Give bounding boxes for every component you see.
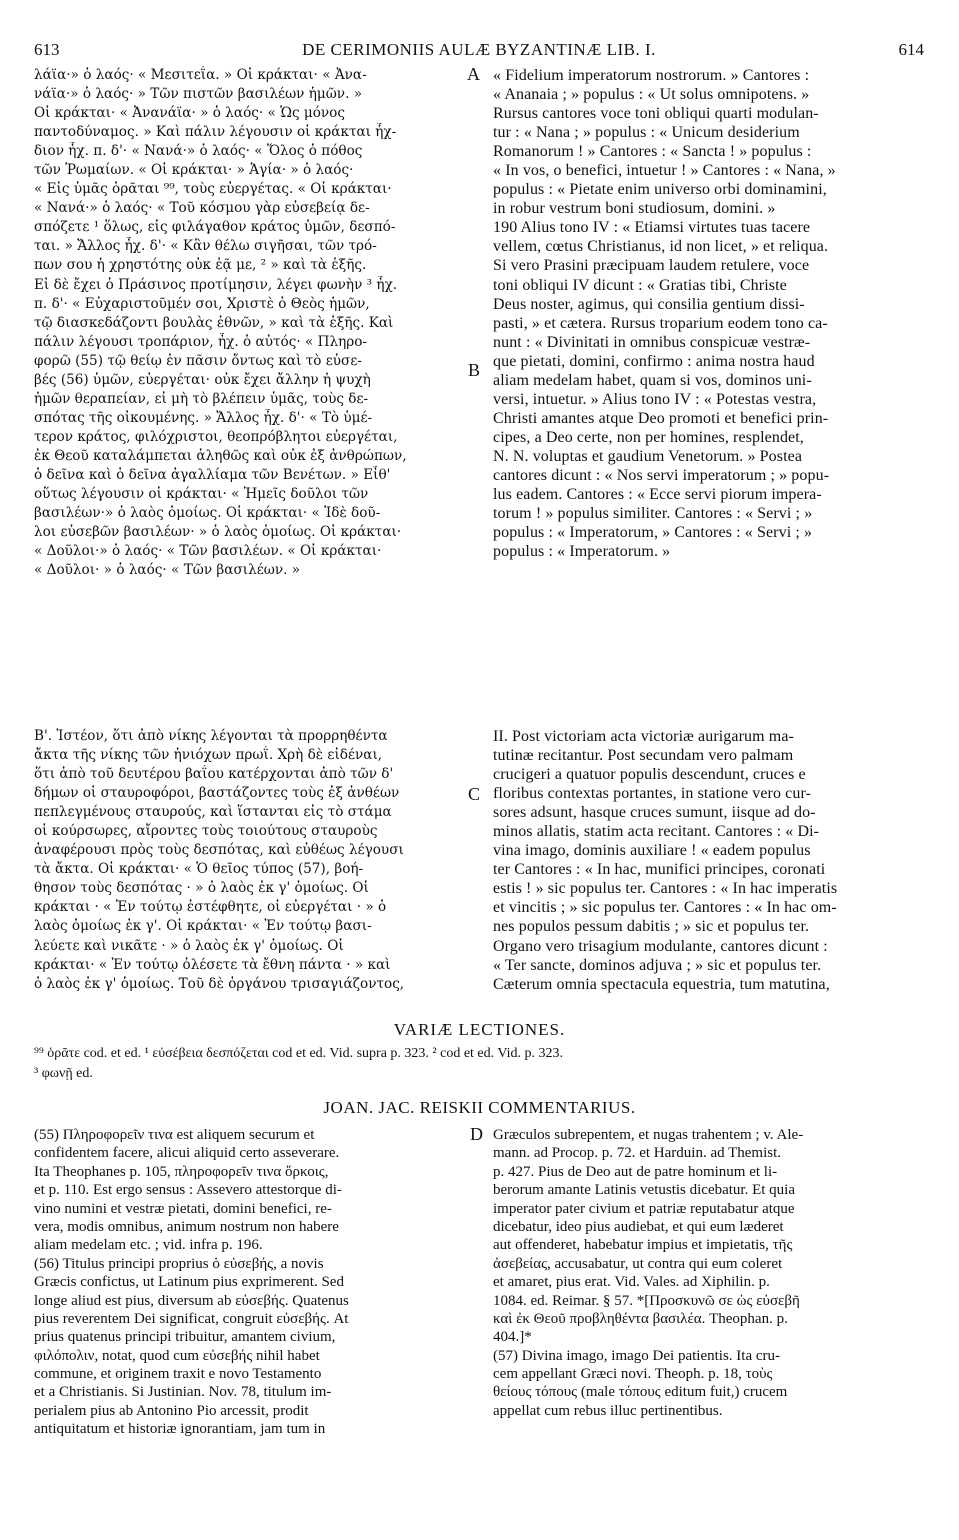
variae-lectiones-line-2: ³ φωνῇ ed. xyxy=(34,1066,93,1081)
text-line: 404.]* xyxy=(493,1329,532,1346)
text-line: pius reverentem Dei significat, congruit εὐσεβής. At xyxy=(34,1310,349,1327)
text-line: ἄκτα τῆς νίκης τῶν ἡνιόχων πρωΐ. Χρὴ δὲ εἰδέναι, xyxy=(34,747,383,764)
text-line: « Δοῦλοι·» ὁ λαός· « Τῶν βασιλέων. « Οἱ κράκται· xyxy=(34,543,382,560)
text-line: vellem, cœtus Christianus, id non licet, » et reliqua. xyxy=(493,238,829,256)
text-line: N. N. voluptas et gaudium Venetorum. » Postea xyxy=(493,447,803,465)
text-line: ὁ δεῖνα καὶ ὁ δεῖνα ἀγαλλίαμα τῶν Βενέτων. » Εἶθ' xyxy=(34,466,391,483)
running-header xyxy=(34,40,924,62)
text-line: dicebatur, ideo pius audiebat, et qui eum læderet xyxy=(493,1218,784,1235)
text-line: floribus contextas portantes, in statione vero cur- xyxy=(493,785,812,803)
text-line: Romanorum ! » Cantores : « Sancta ! » populus : xyxy=(493,143,812,161)
text-line: διον ἦχ. π. δ'· « Νανά·» ὁ λαός· « Ὅλος ὁ πόθος xyxy=(34,143,363,160)
latin-column-section-1 xyxy=(493,66,926,561)
text-line: cem appellant Græci novi. Theoph. p. 18, τοὺς xyxy=(493,1366,773,1383)
text-line: ὁ λαὸς ἐκ γ' ὁμοίως. Τοῦ δὲ ὀργάνου τρισαγιάζοντος, xyxy=(34,975,405,992)
text-line: νάϊα·» ὁ λαός· » Τῶν πιστῶν βασιλέων ἡμῶν. » xyxy=(34,86,363,103)
text-line: ἡμῶν θεραπείαν, εἰ μὴ τὸ βλέπειν ὑμᾶς, τοὺς δε- xyxy=(34,390,369,407)
text-line: πάλιν λέγουσι τροπάριον, ἦχ. ὁ αὐτός· « Πληρο- xyxy=(34,333,367,350)
text-line: longe aliud est pius, diversum ab εὐσεβής. Quatenus xyxy=(34,1292,349,1309)
text-line: prius quatenus principi tribuitur, amantem civium, xyxy=(34,1329,336,1346)
text-line: aliam medelam habet, quam si vos, dominos uni- xyxy=(493,371,812,389)
text-line: populus : « Imperatorum, » Cantores : « Servi ; » xyxy=(493,524,813,542)
text-line: Οἱ κράκται· « Ἀνανάϊα· » ὁ λαός· « Ὡς μόνος xyxy=(34,105,345,122)
text-line: φορῶ (55) τῷ θείῳ ἐν πᾶσιν ὄντως καὶ τὸ εὐσε- xyxy=(34,352,362,369)
page-number-left: 613 xyxy=(34,40,60,59)
text-line: τῶν Ῥωμαίων. « Οἱ κράκται· » Ἁγία· » ὁ λαός· xyxy=(34,162,354,179)
text-line: θείους τόπους (male τόπους editum fuit,) crucem xyxy=(493,1384,788,1401)
text-line: cipes, a Deo certe, non per homines, resplendet, xyxy=(493,428,804,446)
text-line: appellat cum rebus illuc pertinentibus. xyxy=(493,1402,723,1419)
text-line: (55) Πληροφορεῖν τινα est aliquem securum et xyxy=(34,1127,315,1143)
margin-marker-d: D xyxy=(470,1124,483,1144)
text-line: et a Christianis. Si Justinian. Nov. 78, titulum im- xyxy=(34,1384,332,1401)
text-line: « Ter sancte, dominos adjuva ; » sic et populus ter. xyxy=(493,956,822,974)
text-line: καὶ ἐκ Θεοῦ προβληθέντα βασιλέα. Theophan. p. xyxy=(493,1310,788,1327)
text-line: berorum amante Latinis vetustis dicebatur. Et quia xyxy=(493,1182,795,1199)
text-line: et amaret, pius erat. Vid. Vales. ad Xiphilin. p. xyxy=(493,1274,770,1291)
text-line: (57) Divina imago, imago Dei patientis. Ita cru- xyxy=(493,1347,780,1364)
text-line: II. Post victoriam acta victoriæ aurigarum ma- xyxy=(493,728,794,745)
text-line: λάϊα·» ὁ λαός· « Μεσιτεΐα. » Οἱ κράκται· « Ἀνα- xyxy=(34,67,367,83)
running-title: DE CERIMONIIS AULÆ BYZANTINÆ LIB. I. xyxy=(302,40,656,59)
text-line: in robur vestrum boni studiosum, domini. » xyxy=(493,200,776,218)
text-line: Organo vero trisagium modulante, cantores dicunt : xyxy=(493,937,828,955)
greek-column-section-2 xyxy=(34,727,462,994)
text-line: σπόζετε ¹ ὅλως, εἰς φιλάγαθον κράτος ὑμῶν, δεσπό- xyxy=(34,219,396,236)
text-line: ἀναφέρουσι πρὸς τοὺς δεσπότας, καὶ εὐθέως λέγουσι xyxy=(34,842,404,859)
text-line: nes populos pessum dabitis ; » sic et populus ter. xyxy=(493,918,810,936)
text-line: aliam medelam etc. ; vid. infra p. 196. xyxy=(34,1237,263,1254)
text-line: Εἰ δὲ ἔχει ὁ Πράσινος προτίμησιν, λέγει φωνὴν ³ ἦχ. xyxy=(34,276,398,293)
page-number-right: 614 xyxy=(898,40,924,59)
margin-marker-b: B xyxy=(468,360,481,380)
commentary-left-column xyxy=(34,1126,464,1439)
text-line: confidentem facere, alicui aliquid certo asseverare. xyxy=(34,1145,340,1162)
text-line: imperator pater civium et patriæ reputabatur atque xyxy=(493,1200,795,1217)
text-line: vina imago, dominis auxiliare ! « eadem populus xyxy=(493,842,811,860)
text-line: Græcis confictus, ut Latinum pius exprimerent. Sed xyxy=(34,1274,344,1291)
text-line: (56) Titulus principi proprius ὁ εὐσεβής, a novis xyxy=(34,1255,324,1272)
commentary-heading: JOAN. JAC. REISKII COMMENTARIUS. xyxy=(323,1098,636,1117)
text-line: ὅτι ἀπὸ τοῦ δευτέρου βαΐου κατέρχονται ἀπὸ τῶν δ' xyxy=(34,766,394,783)
margin-marker-a: A xyxy=(467,64,480,84)
text-line: p. 427. Pius de Deo aut de patre hominum et li- xyxy=(493,1163,778,1180)
text-line: toni obliqui IV dicunt : « Gratias tibi, Christe xyxy=(493,276,787,294)
text-line: παντοδύναμος. » Καὶ πάλιν λέγουσιν οἱ κράκται ἦχ- xyxy=(34,124,397,141)
text-line: λοι εὐσεβῶν βασιλέων· » ὁ λαὸς ὁμοίως. Οἱ κράκται· xyxy=(34,524,402,541)
text-line: πων σου ἡ χρηστότης οὐκ ἐᾷ με, ² » καὶ τὰ ἑξῆς. xyxy=(34,257,367,274)
text-line: « Ananaia ; » populus : « Ut solus omnipotens. » xyxy=(493,86,810,104)
text-line: Rursus cantores voce toni obliqui quarti modulan- xyxy=(493,105,819,123)
text-line: populus : « Imperatorum. » xyxy=(493,543,671,561)
text-line: « Δοῦλοι· » ὁ λαός· « Τῶν βασιλέων. » xyxy=(34,562,301,579)
text-line: οἱ κούρσωρες, αἴροντες τοὺς τοιούτους σταυροὺς xyxy=(34,823,378,840)
text-line: vera, modis omnibus, animum nostrum non habere xyxy=(34,1218,339,1235)
text-line: tur : « Nana ; » populus : « Unicum desiderium xyxy=(493,124,800,142)
text-line: « In vos, o benefici, intuetur ! » Cantores : « Nana, » xyxy=(493,162,836,180)
text-line: τῷ διασκεδάζοντι βουλὰς ἐθνῶν, » καὶ τὰ ἑξῆς. Καὶ xyxy=(34,314,394,331)
text-line: ται. » Ἄλλος ἦχ. δ'· « Κἂν θέλω σιγῆσαι, τῶν τρό- xyxy=(34,238,377,255)
text-line: mann. ad Procop. p. 72. et Harduin. ad Themist. xyxy=(493,1145,782,1162)
text-line: « Νανά·» ὁ λαός· « Τοῦ κόσμου γὰρ εὐσεβείᾳ δε- xyxy=(34,200,370,217)
text-line: πεπλεγμένους σταυρούς, καὶ ἵστανται εἰς τὸ στάμα xyxy=(34,804,392,821)
text-line: pasti, » et cætera. Rursus troparium eodem tono ca- xyxy=(493,314,828,332)
text-line: λεύετε καὶ νικᾶτε · » ὁ λαὸς ἐκ γ' ὁμοίως. Οἱ xyxy=(34,937,344,954)
text-line: θησον τοὺς δεσπότας · » ὁ λαὸς ἐκ γ' ὁμοίως. Οἱ xyxy=(34,880,369,897)
text-line: τὰ ἄκτα. Οἱ κράκται· « Ὁ θεῖος τύπος (57), βοή- xyxy=(34,861,364,878)
variae-lectiones-line-1: ⁹⁹ ὁρᾶτε cod. et ed. ¹ εὐσέβεια δεσπόζεται cod et ed. Vid. supra p. 323. ² cod et ed. Vid. p. 323. xyxy=(34,1046,564,1061)
text-line: sores adsunt, hasque cruces sumunt, iisque ad do- xyxy=(493,804,816,822)
text-line: et vincitis ; » sic populus ter. Cantores : « In hac om- xyxy=(493,899,837,917)
text-line: « Fidelium imperatorum nostrorum. » Cantores : xyxy=(493,67,810,84)
variae-lectiones-heading: VARIÆ LECTIONES. xyxy=(393,1020,566,1039)
text-line: que pietati, domini, confirmo : anima nostra haud xyxy=(493,352,815,370)
latin-column-section-2 xyxy=(493,727,926,994)
text-line: 1084. ed. Reimar. § 57. *[Προσκυνῶ σε ὡς εὐσεβῆ xyxy=(493,1292,800,1309)
text-line: lus eadem. Cantores : « Ecce servi piorum impera- xyxy=(493,486,822,504)
text-line: antiquitatum et historiæ ignorantiam, jam tum in xyxy=(34,1421,326,1438)
text-line: commune, et originem traxit e novo Testamento xyxy=(34,1366,322,1383)
text-line: ἀσεβείας, accusabatur, ut contra qui eum coleret xyxy=(493,1255,783,1272)
text-line: Græculos subrepentem, et nugas trahentem ; v. Ale- xyxy=(493,1127,804,1143)
text-line: versi, intuetur. » Alius tono IV : « Potestas vestra, xyxy=(493,390,817,408)
text-line: minos allatis, statim acta recitant. Cantores : « Di- xyxy=(493,823,820,841)
text-line: tutinæ recitantur. Post secundam vero palmam xyxy=(493,747,794,765)
text-line: π. δ'· « Εὐχαριστοῦμέν σοι, Χριστὲ ὁ Θεὸς ἡμῶν, xyxy=(34,295,370,312)
text-line: cantores dicunt : « Nos servi imperatorum ; » popu- xyxy=(493,466,830,484)
text-line: torum ! » populus similiter. Cantores : « Servi ; » xyxy=(493,505,813,523)
text-line: et p. 110. Est ergo sensus : Assevero attestorque di- xyxy=(34,1182,342,1199)
text-line: Cæterum omnia spectacula equestria, tum matutina, xyxy=(493,975,830,993)
text-line: Si vero Prasini præcipuam laudem retulere, voce xyxy=(493,257,810,275)
text-line: estis ! » sic populus ter. Cantores : « In hac imperatis xyxy=(493,880,838,898)
text-line: λαὸς ὁμοίως ἐκ γ'. Οἱ κράκται· « Ἐν τούτῳ βασι- xyxy=(34,918,372,935)
text-line: βές (56) ὑμῶν, εὐεργέται· οὐκ ἔχει ἄλλην ἡ ψυχὴ xyxy=(34,371,371,388)
text-line: τερον κράτος, φιλόχριστοι, θεοπρόβλητοι εὐεργέται, xyxy=(34,428,398,445)
text-line: κράκται · « Ἐν τούτῳ ἐστέφθητε, οἱ εὐεργέται · » ὁ xyxy=(34,899,387,916)
text-line: « Εἰς ὑμᾶς ὁρᾶται ⁹⁹, τοὺς εὐεργέτας. « Οἱ κράκται· xyxy=(34,181,392,198)
text-line: ἐκ Θεοῦ καταλάμπεται ἀληθῶς καὶ οὐκ ἐξ ἀνθρώπων, xyxy=(34,447,407,464)
text-line: σπότας τῆς οἰκουμένης. » Ἄλλος ἦχ. δ'· « Τὸ ὑμέ- xyxy=(34,409,373,426)
text-line: Β'. Ἰστέον, ὅτι ἀπὸ νίκης λέγονται τὰ προρρηθέντα xyxy=(34,728,388,744)
text-line: perialem pius ab Antonino Pio arcessit, prodit xyxy=(34,1402,309,1419)
text-line: ter Cantores : « In hac, munifici principes, coronati xyxy=(493,861,826,879)
text-line: nunt : « Divinitati in omnibus conspicuæ vestræ- xyxy=(493,333,811,351)
text-line: Ita Theophanes p. 105, πληροφορεῖν τινα ὅρκοις, xyxy=(34,1163,329,1180)
text-line: οὕτως λέγουσιν οἱ κράκται· « Ἡμεῖς δοῦλοι τῶν xyxy=(34,486,369,503)
text-line: Deus noster, agimus, qui consilia gentium dissi- xyxy=(493,295,805,313)
commentary-right-column xyxy=(493,1126,926,1420)
text-line: crucigeri a quatuor populis descendunt, cruces e xyxy=(493,766,806,784)
text-line: κράκται· « Ἐν τούτῳ ὀλέσετε τὰ ἔθνη πάντα · » καὶ xyxy=(34,956,391,973)
greek-column-section-1 xyxy=(34,66,462,580)
text-line: Christi amantes atque Deo promoti et benefici prin- xyxy=(493,409,829,427)
margin-marker-c: C xyxy=(468,784,481,804)
text-line: aut offenderet, habebatur impius et impietatis, τῆς xyxy=(493,1237,793,1254)
text-line: populus : « Pietate enim universo orbi dominamini, xyxy=(493,181,827,199)
text-line: φιλόπολιν, notat, quod cum εὐσεβής nihil habet xyxy=(34,1347,320,1364)
text-line: vino numini et vestræ pietati, domini benefici, re- xyxy=(34,1200,332,1217)
text-line: δήμων οἱ σταυροφόροι, βαστάζοντες τοὺς ἐξ ἀνθέων xyxy=(34,785,400,802)
text-line: βασιλέων·» ὁ λαὸς ὁμοίως. Οἱ κράκται· « Ἰδὲ δοῦ- xyxy=(34,505,381,522)
text-line: 190 Alius tono IV : « Etiamsi virtutes tuas tacere xyxy=(493,219,811,237)
